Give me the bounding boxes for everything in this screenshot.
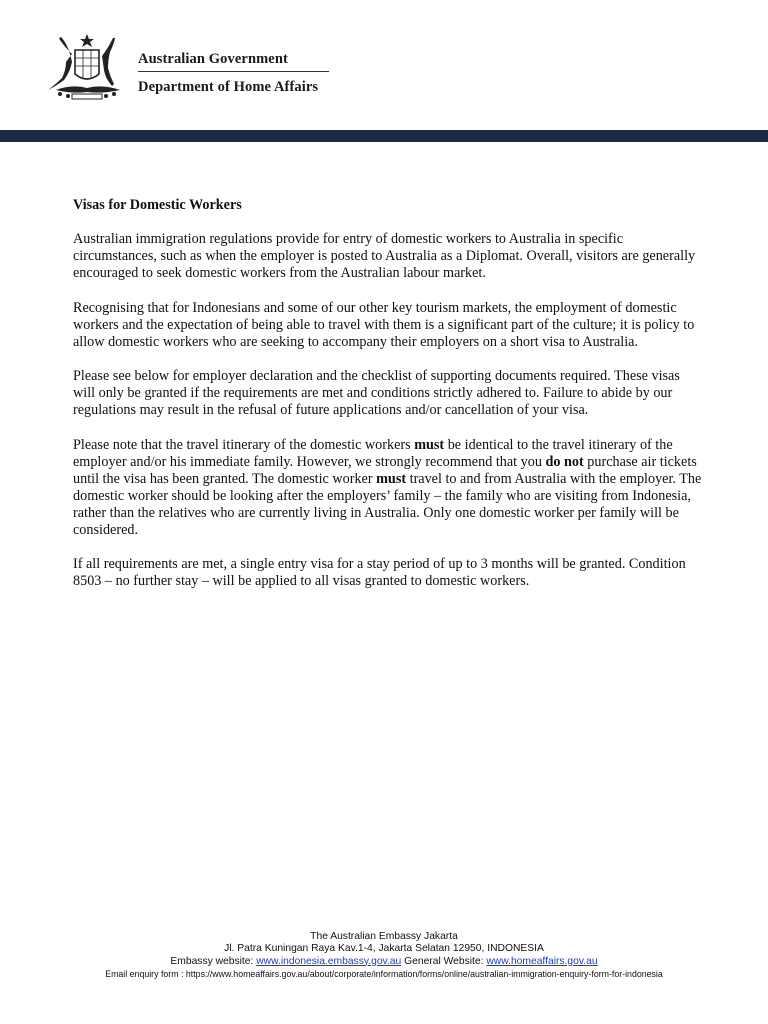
emphasis-do-not: do not xyxy=(545,453,584,470)
footer xyxy=(0,931,768,980)
footer-address: Jl. Patra Kuningan Raya Kav.1-4, Jakarta Selatan 12950, INDONESIA xyxy=(224,943,544,955)
paragraph-policy: Recognising that for Indonesians and some of our other key tourism markets, the employment of domestic workers and the expectation of being able to travel with them is a significant part of the culture; it is policy to allow domestic workers who are seeking to accompany their employers on a short visa to Australia. xyxy=(73,299,695,350)
paragraph-condition: If all requirements are met, a single entry visa for a stay period of up to 3 months will be granted. Condition 8503 – no further stay – will be applied to all visas granted to domestic workers. xyxy=(73,556,686,590)
emphasis-must: must xyxy=(414,436,445,453)
footer-enquiry: Email enquiry form : https://www.homeaffairs.gov.au/about/corporate/information/forms/online/australian-immigration-enquiry-form-for-indonesia xyxy=(105,968,663,979)
footer-websites: Embassy website: www.indonesia.embassy.gov.au General Website: www.homeaffairs.gov.au xyxy=(170,955,598,967)
letterhead xyxy=(0,0,768,130)
embassy-website-link[interactable]: www.indonesia.embassy.gov.au xyxy=(256,955,402,967)
paragraph-requirements: Please see below for employer declaration and the checklist of supporting documents required. These visas will only be granted if the requirements are met and conditions strictly adhered to. Failure to abide by our regulations may result in the refusal of future applications and/or cancellation of your visa. xyxy=(73,368,680,419)
header-divider xyxy=(138,71,329,72)
coat-of-arms-icon xyxy=(42,32,132,104)
government-name: Australian Government xyxy=(138,51,288,67)
document-body xyxy=(73,197,703,608)
emphasis-must: must xyxy=(376,470,407,487)
paragraph-intro: Australian immigration regulations provide for entry of domestic workers to Australia in specific circumstances, such as when the employer is posted to Australia as a Diplomat. Overall, visitors are generally encouraged to seek domestic workers from the Australian labour market. xyxy=(73,231,696,282)
footer-embassy-name: The Australian Embassy Jakarta xyxy=(310,931,458,942)
paragraph-itinerary: Please note that the travel itinerary of the domestic workers must be identical to the travel itinerary of the employer and/or his immediate family. However, we strongly recommend that you do not purchase air tickets until the visa has been granted. The domestic worker must travel to and from Australia with the employer. The domestic worker should be looking after the employers’ family – the family who are visiting from Indonesia, rather than the relatives who are currently living in Australia. Only one domestic worker per family will be considered. xyxy=(73,436,702,538)
general-website-link[interactable]: www.homeaffairs.gov.au xyxy=(486,955,598,967)
enquiry-form-url[interactable]: https://www.homeaffairs.gov.au/about/corporate/information/forms/online/australian-immigration-enquiry-form-for-indonesia xyxy=(185,968,663,979)
department-name: Department of Home Affairs xyxy=(138,79,319,95)
header-banner xyxy=(0,130,768,142)
document-title: Visas for Domestic Workers xyxy=(73,197,242,213)
